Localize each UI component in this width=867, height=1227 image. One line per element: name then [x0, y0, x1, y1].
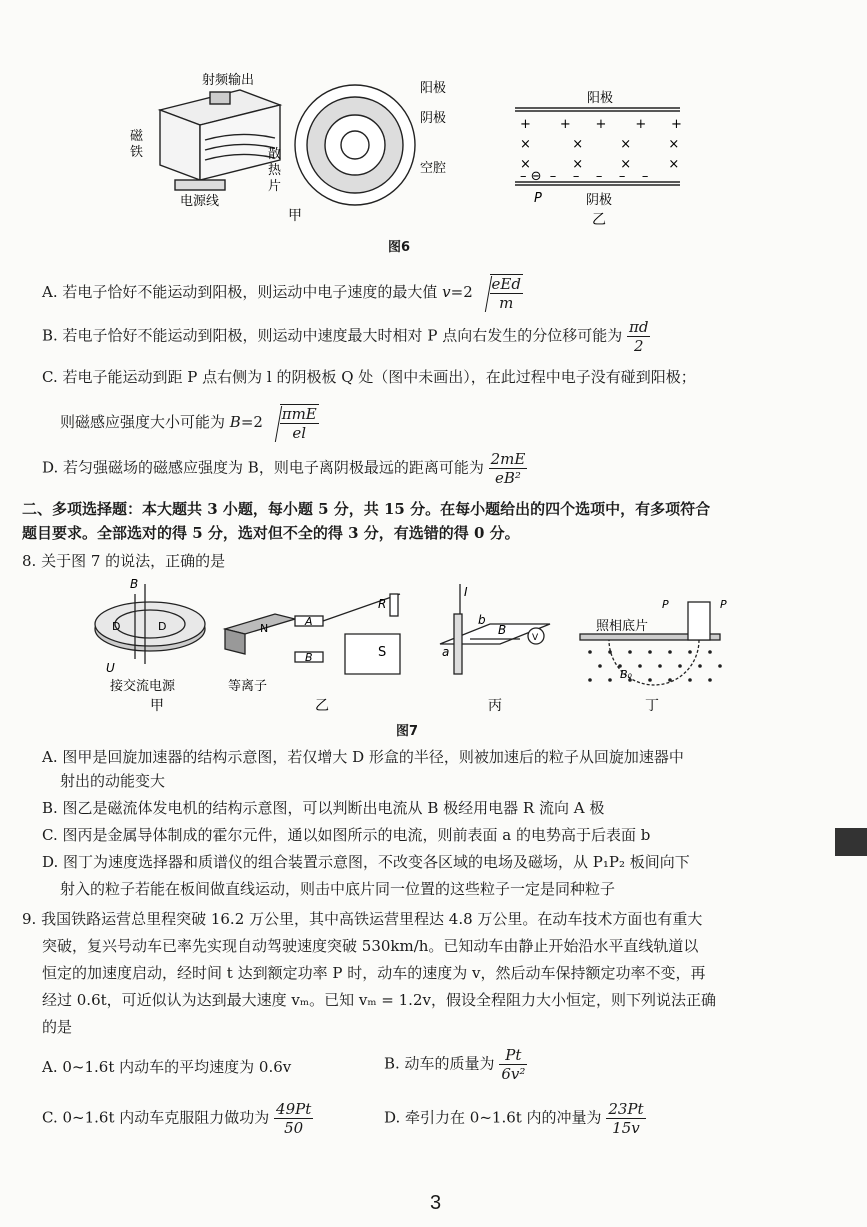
q7-option-a-num: eEd: [491, 275, 521, 293]
q8-option-a-2: 射出的动能变大: [60, 772, 166, 790]
q9-option-a: A. 0~1.6t 内动车的平均速度为 0.6v: [42, 1058, 292, 1076]
q9-stem-5: 的是: [42, 1018, 73, 1036]
q9-option-b: [384, 1046, 527, 1083]
fig7-label-yi: 乙: [315, 698, 329, 714]
q9-option-b-den: 6v²: [501, 1065, 526, 1083]
q7-option-a-frac: [490, 274, 523, 312]
fig7-plate-b: B: [305, 651, 313, 664]
fig6-heatsink: 散: [268, 147, 282, 162]
fig6-yi-field-row1: + + + + +: [520, 117, 682, 132]
fig6-rf-output: 射频输出: [202, 73, 255, 88]
mass-spectrometer-diagram: [580, 602, 720, 685]
fig7-d2: D: [158, 620, 167, 633]
q9-option-d-frac: [606, 1100, 645, 1137]
q8-option-d-2: 射入的粒子若能在板间做直线运动，则击中底片同一位置的这些粒子一定是同种粒子: [60, 880, 616, 898]
fig6-yi-field-row2: × × × ×: [520, 137, 680, 152]
q7-option-d-den: eB²: [495, 469, 521, 487]
fig7-label-bing: 丙: [488, 698, 502, 714]
q9-option-d: [384, 1100, 646, 1137]
q7-option-a: [42, 274, 523, 312]
q9-option-d-den: 15v: [612, 1119, 640, 1137]
fig6-cathode: 阴极: [420, 111, 447, 126]
q9-option-c: [42, 1100, 313, 1137]
q9-option-d-text: D. 牵引力在 0~1.6t 内的冲量为: [384, 1108, 602, 1127]
q7-option-c-eq: =2: [240, 413, 263, 431]
q9-option-c-den: 50: [284, 1119, 304, 1137]
section2-heading-2: 题目要求。全部选对的得 5 分，选对但不全的得 3 分，有选错的得 0 分。: [22, 524, 520, 542]
q7-option-c-text: 则磁感应强度大小可能为: [60, 413, 230, 431]
q9-option-c-frac: [274, 1100, 313, 1137]
magnetron-box: [160, 90, 280, 190]
fig7-b0: B₀: [620, 668, 632, 681]
magnetron-cross-section: [295, 85, 415, 205]
q8-option-b: B. 图乙是磁流体发电机的结构示意图，可以判断出电流从 B 极经用电器 R 流向 A 极: [42, 799, 605, 817]
b0-field-dots: [588, 650, 722, 682]
fig7-resistor-r: R: [378, 597, 387, 611]
q7-option-b-den: 2: [633, 337, 644, 355]
q7-option-c-sqrt: [268, 404, 319, 442]
q7-option-a-sqrt: [478, 274, 523, 312]
q8-option-a: A. 图甲是回旋加速器的结构示意图，若仅增大 D 形盒的半径，则被加速后的粒子从回旋加速器中: [42, 748, 684, 766]
q9-stem-2: 突破，复兴号动车已率先实现自动驾驶速度突破 530km/h。已知动车由静止开始沿水平直线轨道以: [42, 937, 699, 955]
q9-option-b-text: B. 动车的质量为: [384, 1054, 495, 1073]
q9-stem-1: 9. 我国铁路运营总里程突破 16.2 万公里，其中高铁运营里程达 4.8 万公里。在动车技术方面也有重大: [22, 910, 703, 928]
fig6-label-jia: 甲: [288, 208, 302, 224]
q9-option-b-num: Pt: [499, 1046, 527, 1065]
q8-option-d: D. 图丁为速度选择器和质谱仪的组合装置示意图，不改变各区域的电场及磁场，从 P₁P₂ 板间向下: [42, 853, 690, 871]
q7-option-c-num: πmE: [281, 405, 317, 423]
fig6-yi-cathode: 阴极: [586, 193, 613, 208]
q7-option-d: [42, 450, 527, 487]
fig7-d1: D: [112, 620, 121, 633]
fig6-anode: 阳极: [420, 81, 447, 96]
q7-option-c-frac: [280, 404, 319, 442]
fig7-p1: P: [662, 598, 669, 611]
q7-option-b: [42, 318, 650, 355]
fig7-hall-b: B: [498, 623, 507, 637]
q9-stem-4: 经过 0.6t，可近似认为达到最大速度 vₘ。已知 vₘ = 1.2v，假设全程阻力大小恒定，则下列说法正确: [42, 991, 716, 1009]
fig7-front-a: a: [442, 645, 450, 659]
fig7-u: U: [106, 661, 115, 675]
fig6-yi-field-row3: × × × ×: [520, 157, 680, 172]
fig6-caption: 图6: [388, 240, 411, 255]
fig6-yi-field-row4: – ⊖ – – – – –: [520, 169, 649, 184]
q9-option-b-frac: [499, 1046, 527, 1083]
fig7-plasma: 等离子: [228, 679, 268, 694]
fig7-caption: 图7: [396, 724, 419, 739]
fig6-magnet-2: 铁: [130, 145, 144, 160]
fig7-p2: P: [720, 598, 727, 611]
fig7-voltmeter: V: [532, 633, 539, 643]
section2-heading: 二、多项选择题：本大题共 3 小题，每小题 5 分，共 15 分。在每小题给出的四个选项中，有多项符合: [22, 500, 711, 518]
fig6-magnet: 磁: [130, 129, 144, 144]
q8-option-c: C. 图丙是金属导体制成的霍尔元件，通以如图所示的电流，则前表面 a 的电势高于后表面 b: [42, 826, 651, 844]
q8-stem: 8. 关于图 7 的说法，正确的是: [22, 552, 226, 570]
q7-option-a-eq: =2: [450, 283, 473, 301]
fig7-label-ding: 丁: [645, 698, 659, 714]
q7-option-b-text: B. 若电子恰好不能运动到阳极，则运动中速度最大时相对 P 点向右发生的分位移可能为: [42, 326, 623, 345]
q7-option-d-frac: [489, 450, 528, 487]
q9-option-c-num: 49Pt: [276, 1100, 312, 1118]
q7-option-c-den: el: [292, 424, 307, 442]
q7-option-a-var: v: [442, 283, 451, 301]
figure-6: [120, 70, 720, 235]
q7-option-c-var: B: [229, 413, 241, 431]
fig7-current-i: I: [464, 585, 468, 599]
fig6-heatsink-3: 片: [268, 179, 282, 194]
fig7-ac-source: 接交流电源: [110, 679, 176, 694]
fig7-plate-a: A: [305, 615, 313, 628]
q9-option-c-text: C. 0~1.6t 内动车克服阻力做功为: [42, 1108, 270, 1127]
q7-option-b-num: πd: [628, 318, 649, 336]
q9-option-d-num: 23Pt: [608, 1100, 644, 1118]
q7-option-d-num: 2mE: [490, 450, 526, 468]
q7-option-c-line2: [60, 404, 319, 442]
page-number: 3: [430, 1192, 442, 1214]
fig6-label-yi: 乙: [592, 212, 606, 228]
fig7-field-b: B: [130, 577, 139, 591]
fig6-power-cable: 电源线: [180, 194, 220, 209]
fig7-film: 照相底片: [596, 619, 649, 634]
figure-7: [90, 574, 750, 719]
fig6-point-p: P: [534, 191, 542, 206]
hall-element-diagram: [440, 584, 550, 674]
page-edge-tab: [835, 828, 867, 856]
fig7-back-b: b: [478, 613, 486, 627]
q7-option-b-frac: [627, 318, 650, 355]
fig6-cavity: 空腔: [420, 161, 447, 176]
fig7-label-jia: 甲: [150, 698, 164, 714]
q7-option-d-text: D. 若匀强磁场的磁感应强度为 B，则电子离阴极最远的距离可能为: [42, 458, 484, 477]
q7-option-a-text: A. 若电子恰好不能运动到阳极，则运动中电子速度的最大值: [42, 283, 443, 301]
fig7-s-pole: S: [378, 645, 387, 660]
fig6-yi-anode: 阳极: [587, 91, 614, 106]
fig6-heatsink-2: 热: [268, 163, 282, 178]
q7-option-a-den: m: [499, 294, 514, 312]
q7-option-c-line1: C. 若电子能运动到距 P 点右侧为 l 的阴极板 Q 处（图中未画出），在此过程中电子没有碰到阳极；: [42, 368, 696, 386]
q9-stem-3: 恒定的加速度启动，经时间 t 达到额定功率 P 时，动车的速度为 v，然后动车保持额定功率不变，再: [42, 964, 706, 982]
fig7-n-pole: N: [260, 622, 269, 635]
